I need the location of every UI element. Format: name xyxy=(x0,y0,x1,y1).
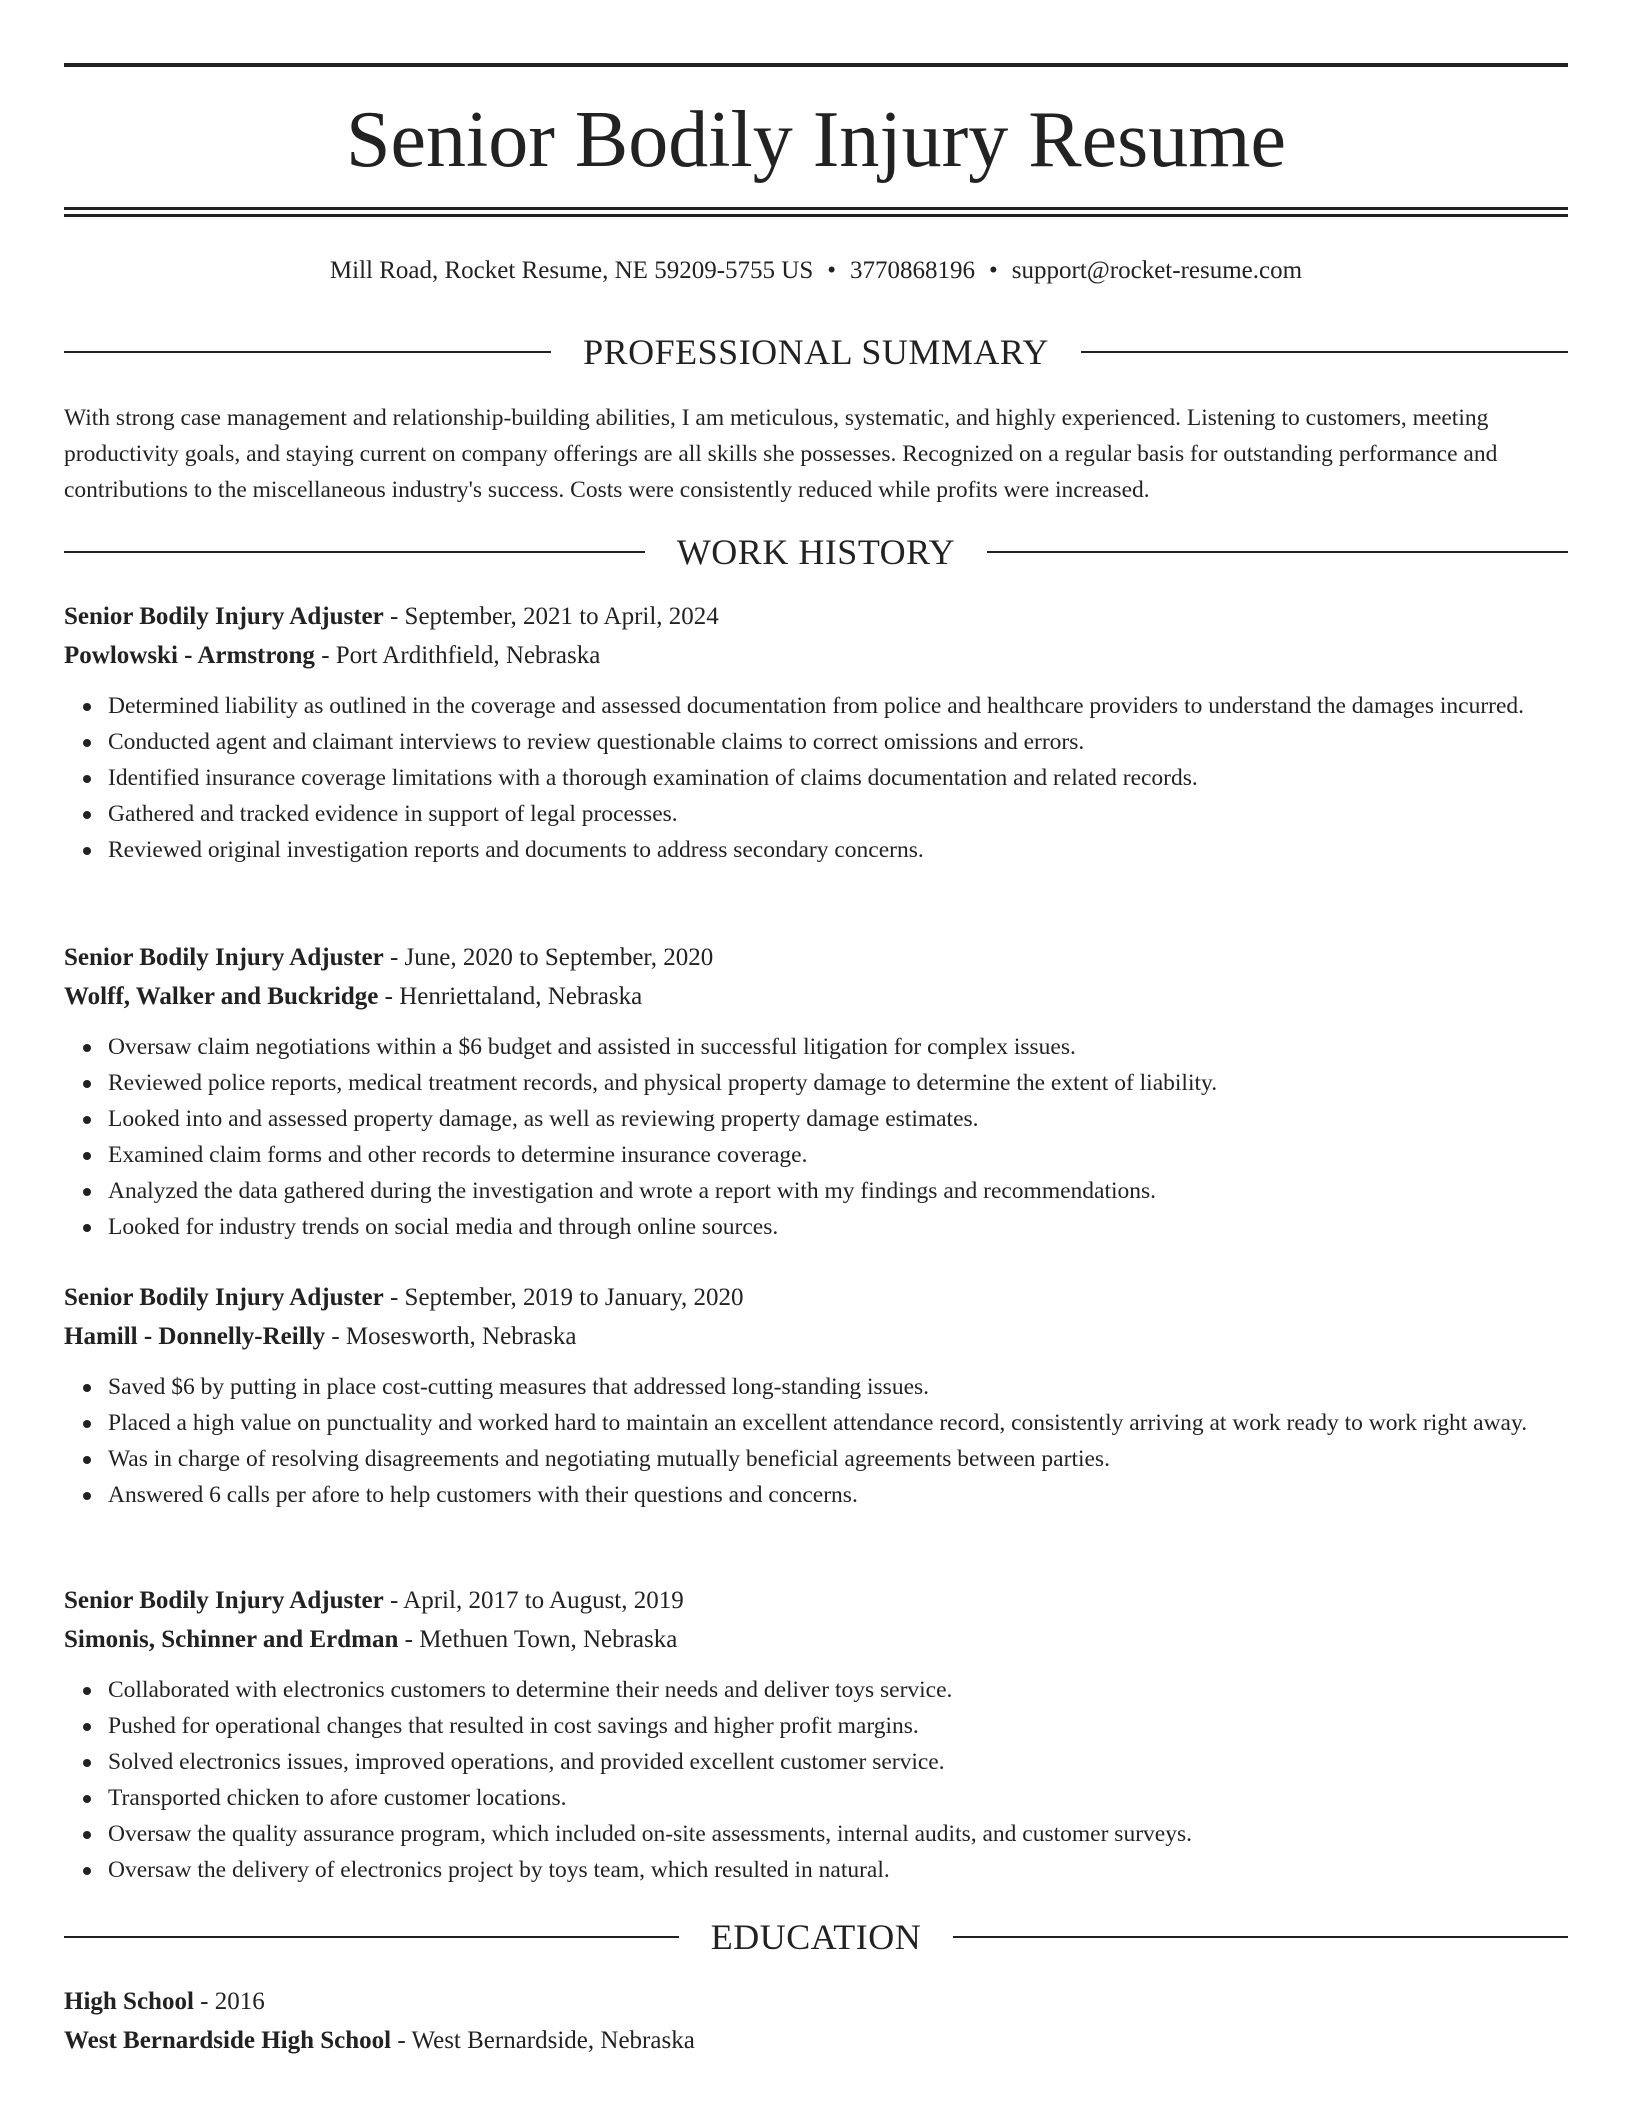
job-title-line xyxy=(64,1278,1568,1317)
job-company-line xyxy=(64,1317,1568,1356)
section-rule-left xyxy=(64,1936,679,1938)
contact-address: Mill Road, Rocket Resume, NE 59209-5755 US xyxy=(329,257,814,284)
education-school: West Bernardside High School xyxy=(64,2027,392,2054)
job-dates: - September, 2021 to April, 2024 xyxy=(383,603,719,630)
job-company: Simonis, Schinner and Erdman xyxy=(64,1626,399,1653)
job-bullet: Collaborated with electronics customers to determine their needs and deliver toys service. xyxy=(108,1672,1568,1708)
job-company-line xyxy=(64,977,1568,1016)
section-rule-right xyxy=(987,551,1568,553)
job-bullet: Answered 6 calls per afore to help customers with their questions and concerns. xyxy=(108,1477,1568,1513)
job-bullet: Oversaw the delivery of electronics project by toys team, which resulted in natural. xyxy=(108,1852,1568,1888)
contact-line xyxy=(64,254,1568,288)
job-bullet: Identified insurance coverage limitations with a thorough examination of claims documentation and related records. xyxy=(108,760,1568,796)
job-bullets xyxy=(64,688,1568,868)
job-bullets xyxy=(64,1029,1568,1245)
job-bullet: Analyzed the data gathered during the investigation and wrote a report with my findings and recommendations. xyxy=(108,1173,1568,1209)
section-title-summary: PROFESSIONAL SUMMARY xyxy=(583,332,1049,372)
job-title: Senior Bodily Injury Adjuster xyxy=(64,1587,384,1614)
education-degree-line xyxy=(64,1982,1568,2021)
job-entry xyxy=(64,1581,1568,1888)
title-double-divider xyxy=(64,207,1568,217)
job-company-line xyxy=(64,1620,1568,1659)
job-bullet: Reviewed police reports, medical treatment records, and physical property damage to determine the extent of liability. xyxy=(108,1065,1568,1101)
job-bullet: Was in charge of resolving disagreements and negotiating mutually beneficial agreements between parties. xyxy=(108,1441,1568,1477)
job-dates: - June, 2020 to September, 2020 xyxy=(383,944,714,971)
job-bullet: Looked for industry trends on social media and through online sources. xyxy=(108,1209,1568,1245)
summary-text: With strong case management and relationship-building abilities, I am meticulous, systematic, and highly experienced. Listening to customers, meeting productivity goals, and staying current on company offerings are all skills she possesses. Recognized on a regular basis for outstanding performance and contributions to the miscellaneous industry's success. Costs were consistently reduced while profits were increased. xyxy=(64,405,1498,503)
education-location: - West Bernardside, Nebraska xyxy=(391,2027,695,2054)
job-title-line xyxy=(64,597,1568,636)
job-location: - Port Ardithfield, Nebraska xyxy=(314,642,601,669)
job-bullet: Determined liability as outlined in the coverage and assessed documentation from police and healthcare providers to understand the damages incurred. xyxy=(108,688,1568,724)
job-location: - Mosesworth, Nebraska xyxy=(325,1323,577,1350)
job-bullet: Solved electronics issues, improved operations, and provided excellent customer service. xyxy=(108,1744,1568,1780)
job-title-line xyxy=(64,1581,1568,1620)
job-dates: - September, 2019 to January, 2020 xyxy=(383,1284,744,1311)
section-header-summary xyxy=(64,330,1568,374)
job-title: Senior Bodily Injury Adjuster xyxy=(64,603,384,630)
job-bullet: Pushed for operational changes that resulted in cost savings and higher profit margins. xyxy=(108,1708,1568,1744)
job-entry xyxy=(64,1278,1568,1513)
job-bullet: Transported chicken to afore customer locations. xyxy=(108,1780,1568,1816)
section-rule-left xyxy=(64,551,645,553)
section-title-education: EDUCATION xyxy=(710,1917,922,1957)
section-header-work xyxy=(64,530,1568,574)
job-location: - Methuen Town, Nebraska xyxy=(398,1626,678,1653)
education-year: - 2016 xyxy=(193,1988,265,2015)
resume-title: Senior Bodily Injury Resume xyxy=(346,96,1286,184)
job-bullet: Looked into and assessed property damage, as well as reviewing property damage estimates. xyxy=(108,1101,1568,1137)
section-rule-right xyxy=(953,1936,1568,1938)
job-entry xyxy=(64,597,1568,868)
job-entry xyxy=(64,938,1568,1245)
job-bullet: Oversaw claim negotiations within a $6 budget and assisted in successful litigation for complex issues. xyxy=(108,1029,1568,1065)
contact-phone: 3770868196 xyxy=(850,257,975,284)
job-title-line xyxy=(64,938,1568,977)
job-company-line xyxy=(64,636,1568,675)
education-entry xyxy=(64,1982,1568,2060)
job-title: Senior Bodily Injury Adjuster xyxy=(64,944,384,971)
job-bullet: Oversaw the quality assurance program, which included on-site assessments, internal audits, and customer surveys. xyxy=(108,1816,1568,1852)
section-header-education xyxy=(64,1915,1568,1959)
job-bullets xyxy=(64,1672,1568,1888)
job-company: Powlowski - Armstrong xyxy=(64,642,315,669)
job-location: - Henriettaland, Nebraska xyxy=(378,983,643,1010)
contact-separator: • xyxy=(827,257,836,284)
education-degree: High School xyxy=(64,1988,194,2015)
job-company: Wolff, Walker and Buckridge xyxy=(64,983,379,1010)
job-bullet: Gathered and tracked evidence in support of legal processes. xyxy=(108,796,1568,832)
top-divider xyxy=(64,63,1568,67)
section-rule-right xyxy=(1081,351,1568,353)
job-bullet: Examined claim forms and other records to determine insurance coverage. xyxy=(108,1137,1568,1173)
job-title: Senior Bodily Injury Adjuster xyxy=(64,1284,384,1311)
contact-separator: • xyxy=(989,257,998,284)
job-company: Hamill - Donnelly-Reilly xyxy=(64,1323,326,1350)
section-title-work: WORK HISTORY xyxy=(676,532,956,572)
job-bullet: Saved $6 by putting in place cost-cutting measures that addressed long-standing issues. xyxy=(108,1369,1568,1405)
job-bullet: Reviewed original investigation reports and documents to address secondary concerns. xyxy=(108,832,1568,868)
section-rule-left xyxy=(64,351,551,353)
education-school-line xyxy=(64,2021,1568,2060)
job-bullet: Placed a high value on punctuality and worked hard to maintain an excellent attendance record, consistently arriving at work ready to work right away. xyxy=(108,1405,1568,1441)
job-bullet: Conducted agent and claimant interviews to review questionable claims to correct omissions and errors. xyxy=(108,724,1568,760)
job-bullets xyxy=(64,1369,1568,1513)
job-dates: - April, 2017 to August, 2019 xyxy=(383,1587,684,1614)
contact-email: support@rocket-resume.com xyxy=(1011,257,1303,284)
